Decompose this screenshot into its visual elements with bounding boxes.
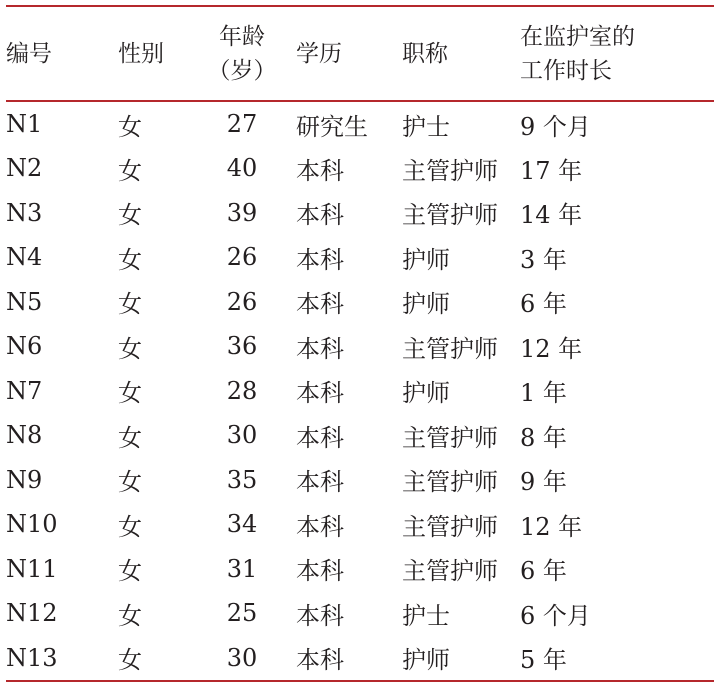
cell-title: 护师 (402, 290, 450, 319)
cell-sex: 女 (118, 601, 142, 630)
cell-title: 主管护师 (402, 156, 498, 185)
cell-title: 护士 (402, 112, 450, 141)
cell-education: 本科 (296, 557, 344, 586)
cell-age: 39 (226, 198, 258, 227)
cell-age: 30 (226, 643, 258, 672)
cell-id: N11 (6, 554, 58, 583)
cell-sex: 女 (118, 468, 142, 497)
cell-education: 本科 (296, 423, 344, 452)
cell-id: N10 (6, 510, 58, 539)
table-row (6, 636, 714, 681)
cell-education: 本科 (296, 468, 344, 497)
cell-title: 护师 (402, 379, 450, 408)
cell-duration: 12 年 (520, 334, 583, 363)
cell-duration: 9 年 (520, 468, 567, 497)
table-row (6, 591, 714, 636)
nurse-info-table (6, 7, 714, 680)
cell-id: N5 (6, 287, 43, 316)
table-row (6, 502, 714, 547)
table-row (6, 324, 714, 369)
cell-title: 主管护师 (402, 334, 498, 363)
cell-duration: 14 年 (520, 201, 583, 230)
cell-id: N13 (6, 643, 58, 672)
cell-title: 主管护师 (402, 201, 498, 230)
header-age (188, 7, 296, 100)
cell-id: N7 (6, 376, 43, 405)
cell-sex: 女 (118, 334, 142, 363)
cell-age: 35 (226, 465, 258, 494)
cell-duration: 17 年 (520, 156, 583, 185)
cell-title: 护师 (402, 245, 450, 274)
table-header (6, 7, 714, 102)
cell-age: 25 (226, 599, 258, 628)
table-row (6, 458, 714, 503)
table-row (6, 191, 714, 236)
cell-duration: 8 年 (520, 423, 567, 452)
cell-title: 主管护师 (402, 423, 498, 452)
header-duration-line1: 在监护室的 (520, 23, 635, 50)
cell-age: 26 (226, 243, 258, 272)
cell-duration: 12 年 (520, 512, 583, 541)
cell-education: 本科 (296, 201, 344, 230)
cell-age: 30 (226, 421, 258, 450)
table-row (6, 235, 714, 280)
header-age-line1: 年龄 (219, 23, 265, 50)
cell-duration: 9 个月 (520, 112, 591, 141)
table-row (6, 102, 714, 146)
cell-education: 本科 (296, 290, 344, 319)
cell-education: 本科 (296, 156, 344, 185)
cell-sex: 女 (118, 156, 142, 185)
header-duration-line2: 工作时长 (520, 57, 612, 84)
cell-duration: 6 年 (520, 290, 567, 319)
cell-education: 研究生 (296, 112, 368, 141)
cell-age: 28 (226, 376, 258, 405)
cell-sex: 女 (118, 512, 142, 541)
cell-id: N6 (6, 332, 43, 361)
cell-age: 34 (226, 510, 258, 539)
table-row (6, 413, 714, 458)
header-sex: 性别 (118, 40, 164, 67)
cell-sex: 女 (118, 423, 142, 452)
cell-title: 护士 (402, 601, 450, 630)
cell-id: N3 (6, 198, 43, 227)
cell-duration: 1 年 (520, 379, 567, 408)
cell-age: 26 (226, 287, 258, 316)
cell-title: 主管护师 (402, 512, 498, 541)
table-bottom-rule (6, 680, 714, 682)
cell-sex: 女 (118, 379, 142, 408)
cell-duration: 6 年 (520, 557, 567, 586)
header-education: 学历 (296, 40, 342, 67)
header-title: 职称 (402, 40, 448, 67)
cell-age: 31 (226, 554, 258, 583)
cell-sex: 女 (118, 245, 142, 274)
cell-duration: 5 年 (520, 646, 567, 675)
cell-id: N12 (6, 599, 58, 628)
header-id: 编号 (6, 40, 52, 67)
cell-sex: 女 (118, 646, 142, 675)
cell-title: 主管护师 (402, 557, 498, 586)
cell-education: 本科 (296, 512, 344, 541)
cell-sex: 女 (118, 112, 142, 141)
cell-id: N8 (6, 421, 43, 450)
cell-id: N4 (6, 243, 43, 272)
cell-education: 本科 (296, 646, 344, 675)
cell-id: N1 (6, 110, 43, 138)
cell-sex: 女 (118, 290, 142, 319)
header-duration (520, 7, 714, 100)
cell-duration: 3 年 (520, 245, 567, 274)
table-row (6, 146, 714, 191)
table-row (6, 369, 714, 414)
cell-id: N2 (6, 154, 43, 183)
cell-id: N9 (6, 465, 43, 494)
cell-education: 本科 (296, 379, 344, 408)
header-age-line2: （岁） (207, 57, 277, 84)
cell-sex: 女 (118, 201, 142, 230)
cell-education: 本科 (296, 601, 344, 630)
cell-education: 本科 (296, 334, 344, 363)
cell-title: 主管护师 (402, 468, 498, 497)
cell-age: 36 (226, 332, 258, 361)
header-row (6, 7, 714, 100)
table-row (6, 280, 714, 325)
cell-duration: 6 个月 (520, 601, 591, 630)
cell-sex: 女 (118, 557, 142, 586)
cell-education: 本科 (296, 245, 344, 274)
cell-age: 27 (226, 110, 258, 138)
cell-title: 护师 (402, 646, 450, 675)
cell-age: 40 (226, 154, 258, 183)
table-row (6, 547, 714, 592)
table-body (6, 102, 714, 680)
